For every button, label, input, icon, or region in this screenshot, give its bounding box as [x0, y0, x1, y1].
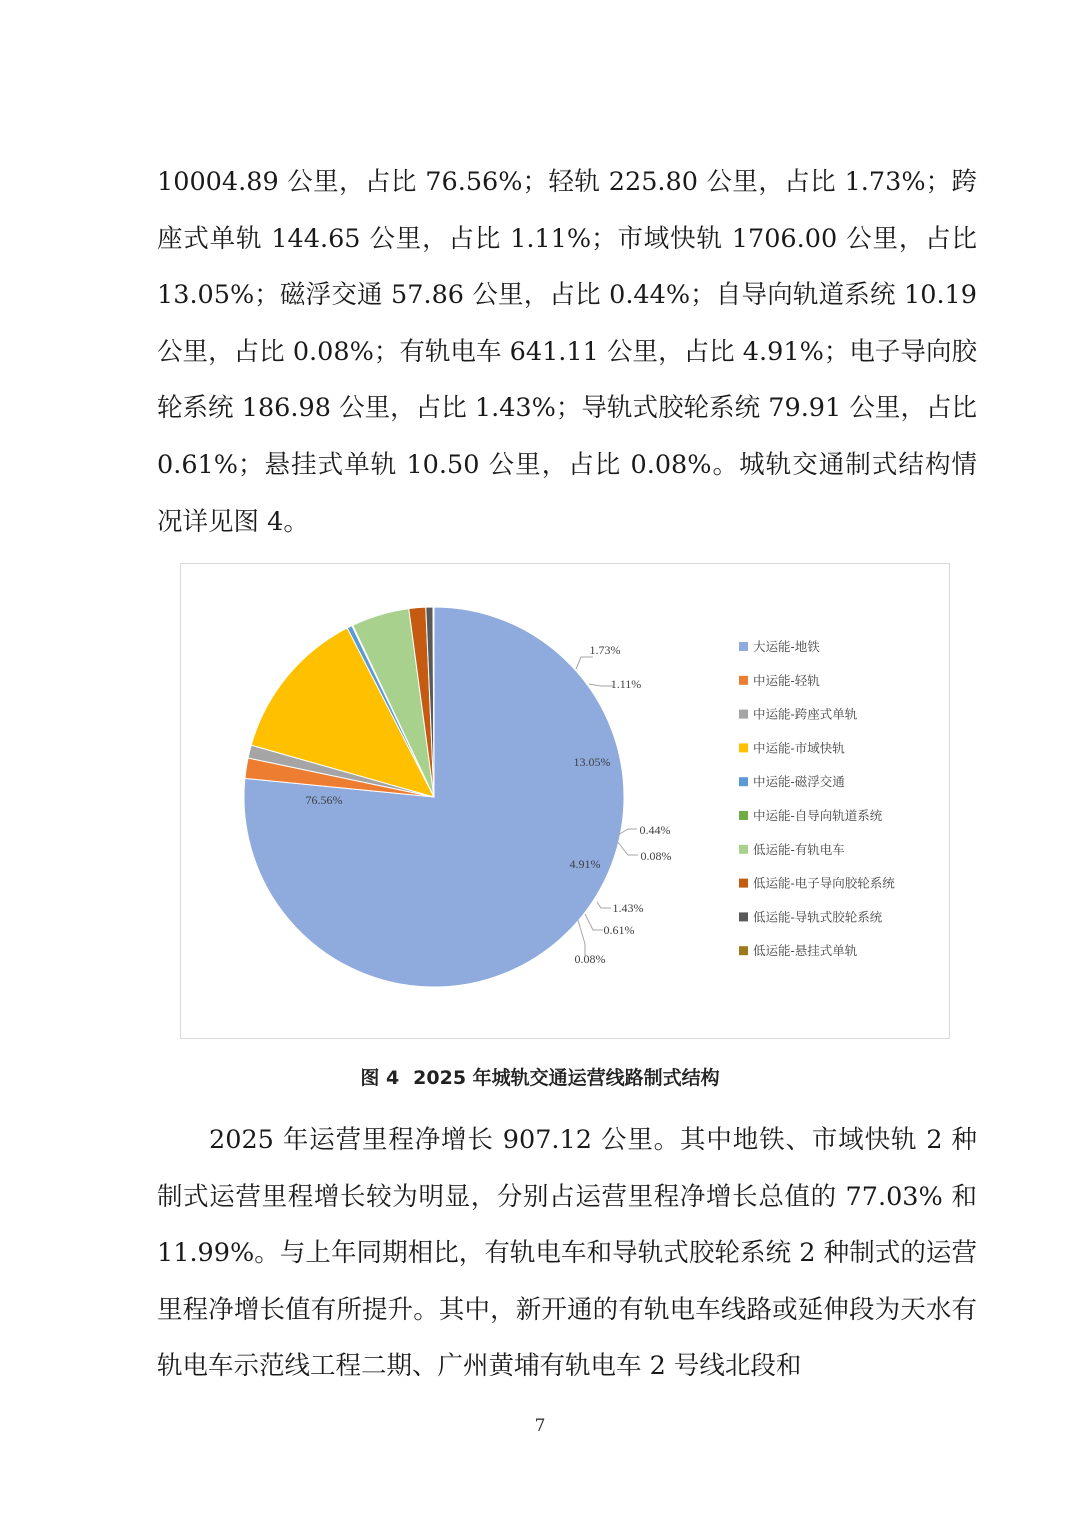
legend-swatch-8	[739, 879, 748, 888]
legend-swatch-4	[739, 743, 748, 752]
slice-3-leader-line	[589, 684, 613, 686]
legend-swatch-7	[739, 845, 748, 854]
legend-label-8: 低运能-电子导向胶轮系统	[753, 875, 895, 891]
legend-label-7: 低运能-有轨电车	[753, 841, 845, 857]
legend-swatch-1	[739, 642, 748, 651]
legend-swatch-10	[739, 946, 748, 955]
slice-6-leader-line	[617, 841, 638, 855]
figure-number: 图 4	[360, 1067, 400, 1089]
legend-label-6: 中运能-自导向轨道系统	[753, 808, 883, 823]
legend-swatch-9	[739, 912, 748, 921]
legend-swatch-3	[739, 710, 748, 719]
legend-label-1: 大运能-地铁	[753, 639, 820, 654]
page-number: 7	[534, 1416, 546, 1436]
slice-1-data-label: 76.56%	[305, 793, 343, 807]
slice-8-data-label: 1.43%	[612, 901, 644, 915]
legend-swatch-5	[739, 777, 748, 786]
slice-9-leader-line	[585, 914, 603, 930]
slice-8-leader-line	[597, 902, 611, 908]
slice-4-data-label: 13.05%	[573, 755, 611, 769]
legend-swatch-6	[739, 811, 748, 820]
legend-swatch-2	[739, 676, 748, 685]
legend-label-2: 中运能-轻轨	[753, 672, 820, 688]
legend-label-4: 中运能-市域快轨	[753, 740, 845, 756]
slice-9-data-label: 0.61%	[603, 923, 635, 937]
slice-7-data-label: 4.91%	[569, 857, 601, 871]
legend-label-5: 中运能-磁浮交通	[753, 774, 845, 790]
figure-title: 2025 年城轨交通运营线路制式结构	[413, 1067, 720, 1089]
figure-caption	[0, 1063, 1080, 1090]
pie-chart-frame	[180, 563, 950, 1039]
body-paragraph-bottom: 2025 年运营里程净增长 907.12 公里。其中地铁、市域快轨 2 种制式运营里程增长较为明显，分别占运营里程净增长总值的 77.03% 和 11.99%。与上年同期相比，有轨电车和导轨式胶轮系统 2 种制式的运营里程净增长值有所提升。其中，新开通的有轨电车线路或延伸段为天水有轨电车示范线工程二期、广州黄埔有轨电车 2 号线北段和	[157, 1125, 977, 1382]
slice-2-data-label: 1.73%	[589, 643, 621, 657]
legend-label-3: 中运能-跨座式单轨	[753, 706, 858, 722]
slice-3-data-label: 1.11%	[610, 677, 642, 691]
legend-label-10: 低运能-悬挂式单轨	[753, 943, 858, 959]
legend-label-9: 低运能-导轨式胶轮系统	[753, 909, 883, 925]
slice-5-data-label: 0.44%	[639, 823, 671, 837]
slice-10-data-label: 0.08%	[574, 952, 606, 966]
slice-6-data-label: 0.08%	[640, 849, 672, 863]
pie-chart	[181, 564, 951, 1040]
slice-2-leader-line	[576, 657, 593, 669]
body-paragraph-top: 10004.89 公里，占比 76.56%；轻轨 225.80 公里，占比 1.73%；跨座式单轨 144.65 公里，占比 1.11%；市域快轨 1706.00 公里，占比 13.05%；磁浮交通 57.86 公里，占比 0.44%；自导向轨道系统 10.19 公里，占比 0.08%；有轨电车 641.11 公里，占比 4.91%；电子导向胶轮系统 186.98 公里，占比 1.43%；导轨式胶轮系统 79.91 公里，占比 0.61%；悬挂式单轨 10.50 公里，占比 0.08%。城轨交通制式结构情况详见图 4。	[157, 167, 977, 537]
